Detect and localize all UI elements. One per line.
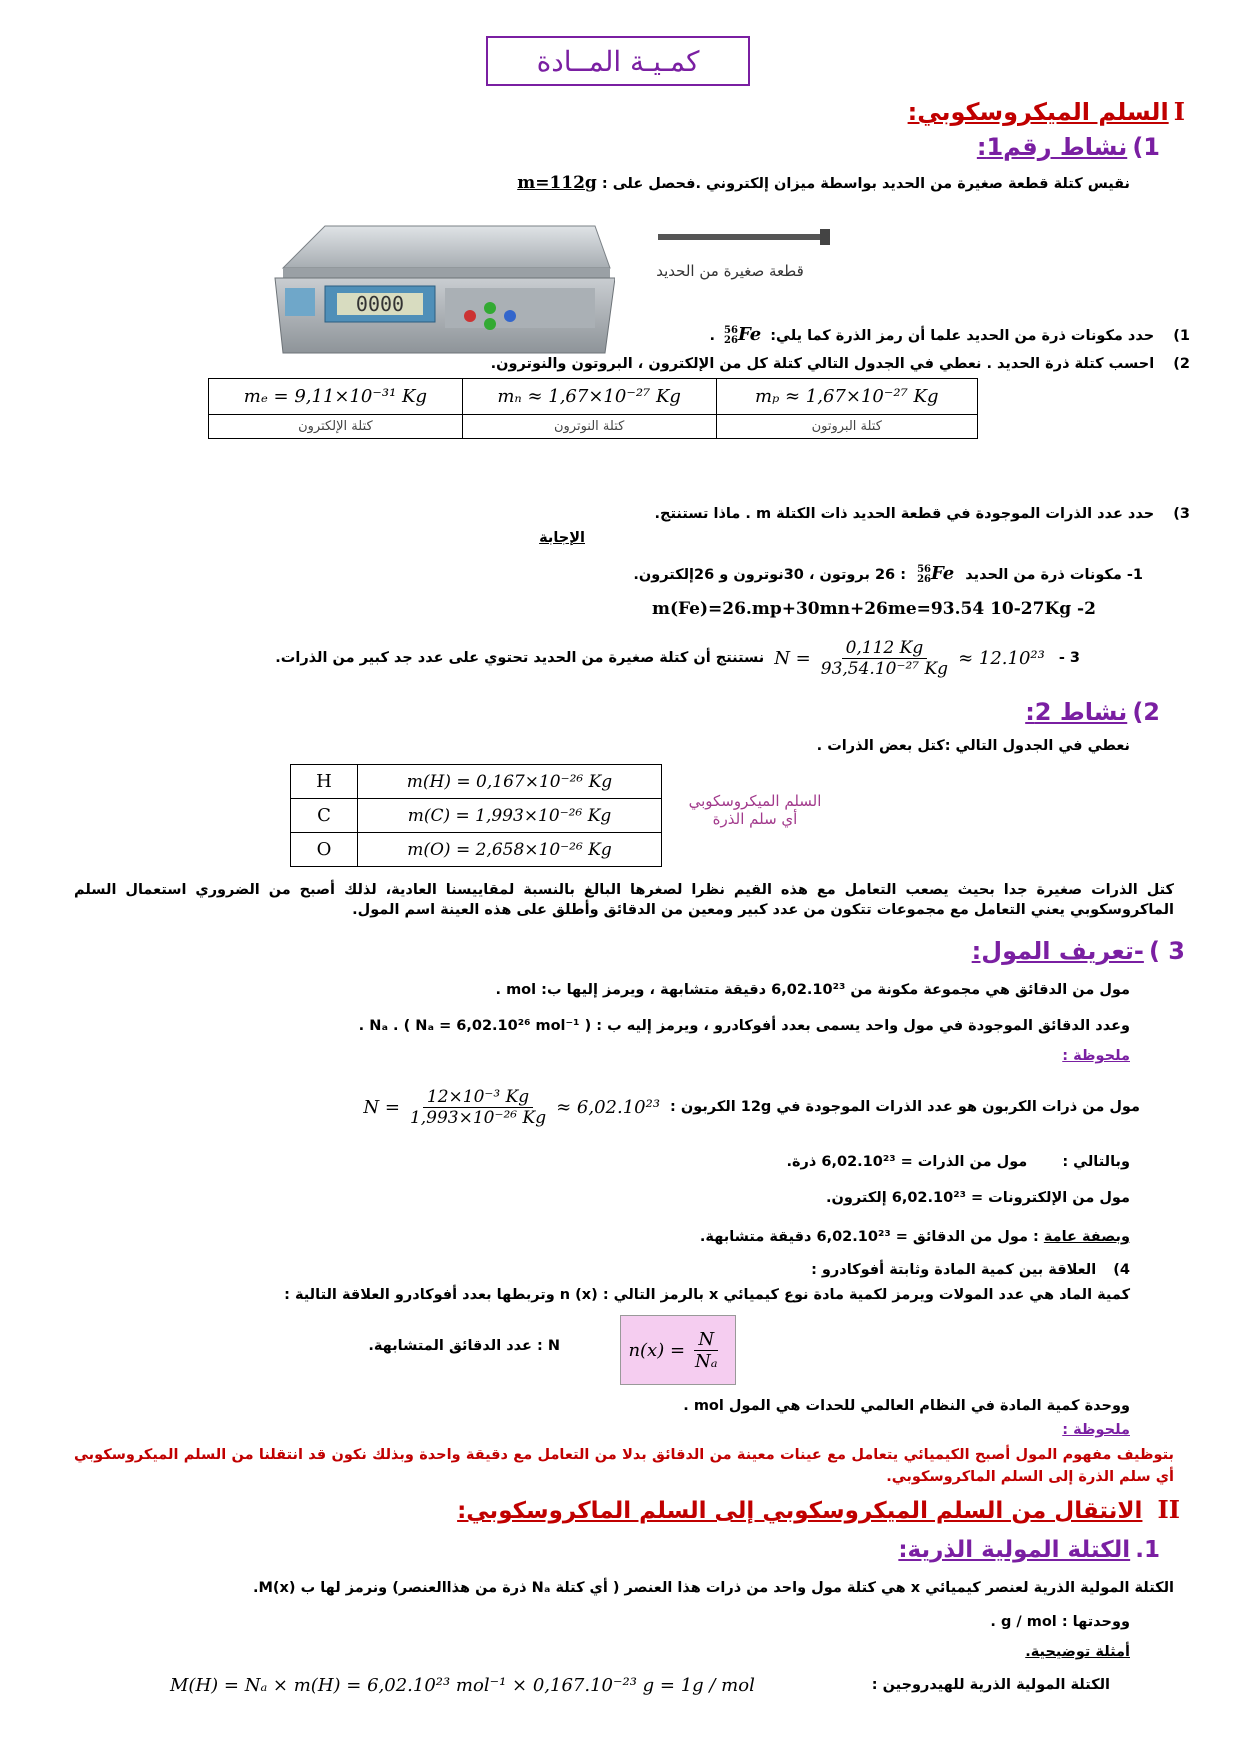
carbon-fraction [406, 1087, 550, 1128]
relation-text: كمية الماد هي عدد المولات ويرمز لكمية مادة نوع كيميائي x بالرمز التالي : n (x) وتربطها بعدد أفوكادرو العلاقة التالية : [284, 1287, 1130, 1303]
answer-1 [243, 563, 1143, 585]
scale-lcd-digits: 0000 [355, 292, 405, 316]
note-2-text: بتوظيف مفهوم المول أصبح الكيميائي يتعامل مع عينات معينة من الدقائق بدلا من التعامل مع دقيقة واحدة وبذلك نكون قد انتقلنا من السلم الميكروسكوبي أي سلم الذرة إلى السلم الماكروسكوبي. [74, 1447, 1174, 1485]
answer-3 [180, 630, 1080, 686]
answer-1-fe-letters: Fe [930, 563, 955, 584]
answer-3-formula [774, 638, 1045, 679]
answer-label: الإجابة [539, 530, 585, 546]
note-2-label: ملحوظة : [1062, 1422, 1130, 1438]
fe-mass-number: 56 [724, 325, 738, 336]
activity-1-title: نشاط رقم1: [976, 133, 1128, 161]
answer-3-numerator: 0,112 Kg [842, 638, 928, 659]
question-3-text: حدد عدد الذرات الموجودة في قطعة الحديد ذات الكتلة m . ماذا تستنتج. [654, 506, 1155, 522]
mole-title: -تعريف المول: [971, 937, 1144, 965]
molar-mass-unit: ووحدتها : g / mol . [990, 1614, 1130, 1630]
examples-label: أمثلة توضيحية. [1025, 1644, 1130, 1660]
section-1-title: السلم الميكروسكوبي: [907, 98, 1169, 126]
iron-rod-end [820, 229, 830, 245]
general-row [230, 1229, 1130, 1245]
electron-mass-label: كتلة الإلكترون [209, 415, 463, 439]
activity-2-number: 2) [1132, 698, 1160, 726]
proton-mass-value: mₚ ≈ 1,67×10⁻²⁷ Kg [716, 379, 977, 415]
mole-definition-2: وعدد الدقائق الموجودة في مول واحد يسمى بعدد أفوكادرو ، ويرمز إليه ب : Nₐ . ( Nₐ = 6,02.10²⁶ mol⁻¹ ) . [358, 1018, 1130, 1034]
atomic-mass-value: m(H) = 0,167×10⁻²⁶ Kg [358, 765, 662, 799]
fe-letters: Fe [737, 324, 762, 345]
note-1-label: ملحوظة : [1062, 1048, 1130, 1064]
section-2-heading [280, 1495, 1180, 1524]
answer-3-number: 3 - [1058, 650, 1080, 666]
atomic-mass-value: m(C) = 1,993×10⁻²⁶ Kg [358, 799, 662, 833]
fe-symbol [724, 324, 761, 346]
section-2-number: II [1157, 1495, 1180, 1524]
relation-fraction [691, 1329, 722, 1372]
neutron-mass-label: كتلة النوترون [462, 415, 716, 439]
question-2-text: احسب كتلة ذرة الحديد . نعطي في الجدول التالي كتلة كل من الإلكترون ، البروتون والنوترون. [490, 356, 1155, 372]
answer-1-pre: 1- مكونات ذرة من الحديد [965, 567, 1143, 583]
atomic-mass-value: m(O) = 2,658×10⁻²⁶ Kg [358, 833, 662, 867]
answer-1-mass-number: 56 [917, 564, 931, 575]
unit-text: ووحدة كمية المادة في النظام العالمي للحدات هي المول mol . [683, 1398, 1130, 1414]
relation-formula-box [620, 1315, 736, 1385]
question-3 [290, 506, 1190, 522]
section-1-number: I [1173, 97, 1185, 126]
atomic-mass-element: O [291, 833, 358, 867]
hydrogen-row [170, 1668, 1110, 1702]
atoms-paragraph: كتل الذرات صغيرة جدا بحيث يصعب التعامل مع هذه القيم نظرا لصغرها البالغ بالنسبة لمقاييسنا العادية، لذلك أصبح من الضروري استعمال السلم الماكروسكوبي يعني التعامل مع مجموعات تتكون من عدد كبير ومعين من الدقائق وأطلق على هذه العينة اسم المول. [74, 882, 1174, 918]
answer-3-n: N = [774, 647, 811, 669]
answer-3-fraction [817, 638, 952, 679]
question-2-number: 2) [1173, 356, 1190, 372]
answer-1-symbol [917, 563, 954, 585]
carbon-denominator: 1,993×10⁻²⁶ Kg [409, 1107, 547, 1128]
activity-1-mass: m=112g [517, 173, 597, 193]
activity-1-heading [660, 133, 1160, 161]
question-1-text: حدد مكونات ذرة من الحديد علما أن رمز الذرة كما يلي: [770, 328, 1155, 344]
molar-mass-number: 1. [1135, 1537, 1160, 1563]
title-box [486, 36, 750, 86]
question-2 [290, 356, 1190, 372]
electron-mass-value: mₑ = 9,11×10⁻³¹ Kg [209, 379, 463, 415]
carbon-text: مول من ذرات الكربون هو عدد الذرات الموجودة في 12g الكربون : [670, 1099, 1140, 1115]
molar-mass-definition: الكتلة المولية الذرية لعنصر كيميائي x هي كتلة مول واحد من ذرات هذا العنصر ( أي كتلة Nₐ ذرة من هذاالعنصر) ونرمز لها ب M(x). [252, 1580, 1174, 1596]
answer-3-denominator: 93,54.10⁻²⁷ Kg [820, 658, 949, 679]
mole-number: 3 ) [1148, 937, 1185, 965]
page-title: كمـيـة المــادة [536, 44, 700, 78]
atomic-mass-element: C [291, 799, 358, 833]
carbon-row [280, 1077, 1140, 1137]
section-2-title: الانتقال من السلم الميكروسكوبي إلى السلم الماكروسكوبي: [457, 1498, 1143, 1524]
relation-heading [330, 1262, 1130, 1278]
fe-atomic-number: 26 [724, 335, 738, 346]
relation-denominator: Nₐ [695, 1350, 718, 1372]
answer-1-post: : 26 بروتون ، 30نوترون و 26إلكترون. [633, 567, 906, 583]
atomic-mass-table [290, 764, 662, 867]
activity-2-text: نعطي في الجدول التالي :كتل بعض الذرات . [816, 738, 1130, 754]
then-row-2: مول من الإلكترونات = 6,02.10²³ إلكترون. [826, 1190, 1130, 1206]
activity-1-sentence: نقيس كتلة قطعة صغيرة من الحديد بواسطة ميزان إلكتروني .فحصل على : [601, 176, 1130, 192]
carbon-formula [363, 1087, 660, 1128]
answer-2: m(Fe)=26.mp+30mn+26me=93.54 10-27Kg -2 [652, 599, 1096, 619]
question-1 [290, 324, 1190, 346]
micro-scale-note-line-1: السلم الميكروسكوبي [688, 792, 822, 810]
neutron-mass-value: mₙ ≈ 1,67×10⁻²⁷ Kg [462, 379, 716, 415]
activity-1-number: 1) [1132, 133, 1160, 161]
iron-rod [658, 234, 828, 240]
section-1-heading [585, 97, 1185, 126]
relation-formula [628, 1329, 727, 1372]
then-label: وبالتالي : [1062, 1154, 1130, 1170]
atomic-mass-element: H [291, 765, 358, 799]
mole-heading [685, 937, 1185, 965]
carbon-result: ≈ 6,02.10²³ [556, 1096, 661, 1118]
activity-1-text [230, 173, 1130, 193]
then-row-1 [430, 1154, 1130, 1170]
micro-scale-note-line-2: أي سلم الذرة [712, 810, 798, 828]
activity-2-title: نشاط 2: [1025, 698, 1128, 726]
relation-lhs: n(x) = [628, 1339, 686, 1361]
particle-mass-table [208, 378, 978, 439]
n-definition: N : عدد الدقائق المتشابهة. [368, 1338, 560, 1354]
question-1-end: . [709, 328, 715, 344]
then-atoms: مول من الذرات = 6,02.10²³ ذرة. [786, 1154, 1028, 1170]
question-3-number: 3) [1173, 506, 1190, 522]
hydrogen-formula: M(H) = Nₐ × m(H) = 6,02.10²³ mol⁻¹ × 0,167.10⁻²³ g = 1g / mol [170, 1674, 755, 1696]
proton-mass-label: كتلة البروتون [716, 415, 977, 439]
answer-3-text: نستنتج أن كتلة صغيرة من الحديد تحتوي على عدد جد كبير من الذرات. [275, 650, 765, 666]
carbon-numerator: 12×10⁻³ Kg [423, 1087, 533, 1108]
answer-1-atomic-number: 26 [917, 574, 931, 585]
relation-number: 4) [1113, 1262, 1130, 1278]
iron-caption: قطعة صغيرة من الحديد [656, 262, 804, 280]
hydrogen-label: الكتلة المولية الذرية للهيدروجين : [871, 1677, 1110, 1693]
micro-scale-note [680, 792, 830, 828]
relation-title: العلاقة بين كمية المادة وثابتة أفوكادرو : [811, 1262, 1097, 1278]
mole-definition-1: مول من الدقائق هي مجموعة مكونة من 6,02.10²³ دقيقة متشابهة ، ويرمز إليها ب: mol . [495, 982, 1130, 998]
question-1-number: 1) [1173, 328, 1190, 344]
carbon-n: N = [363, 1096, 400, 1118]
relation-numerator: N [694, 1329, 718, 1351]
molar-mass-title: الكتلة المولية الذرية: [898, 1537, 1131, 1563]
activity-2-heading [660, 698, 1160, 726]
general-text: : مول من الدقائق = 6,02.10²³ دقيقة متشابهة. [699, 1229, 1039, 1245]
answer-3-result: ≈ 12.10²³ [958, 647, 1045, 669]
molar-mass-heading [660, 1537, 1160, 1563]
general-label: وبصفة عامة [1043, 1229, 1130, 1245]
